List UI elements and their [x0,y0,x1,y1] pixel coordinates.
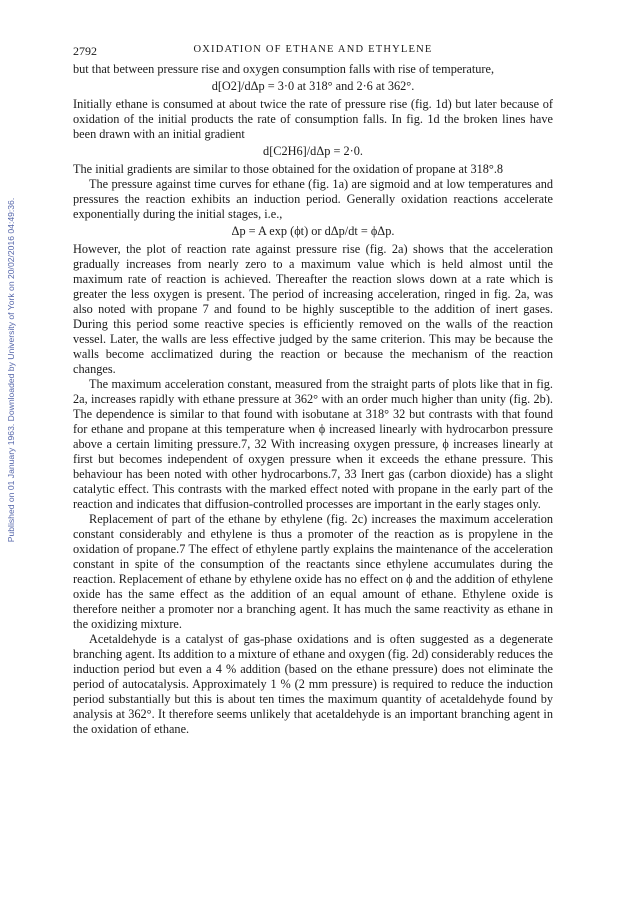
equation-ethane-gradient: d[C2H6]/dΔp = 2·0. [263,144,363,158]
paragraph-8: Acetaldehyde is a catalyst of gas-phase oxidations and is often suggested as a degenerate branching agent. Its addition to a mixture of ethane and oxygen (fig. 2d) considerably reduces the induction period but even a 4 % addition (based on the ethane pressure) does not eliminate the period of autocatalysis. Approximately 1 % (2 mm pressure) is required to reduce the induction period substantially but this is about ten times the maximum quantity of acetaldehyde found by analysis at 362°. It therefore seems unlikely that acetaldehyde is an important branching agent in the oxidation of ethane. [73,632,553,736]
page-number: 2792 [73,44,97,58]
paragraph-6: The maximum acceleration constant, measured from the straight parts of plots like that in fig. 2a, increases rapidly with ethane pressure at 362° with an order much higher than unity (fig. 2b). The dependence is similar to that found with isobutane at 318° 32 but contrasts with that found for ethane and propane at this temperature when ϕ increased linearly with hydrocarbon pressure above a certain limiting pressure.7, 32 With increasing oxygen pressure, ϕ increases linearly at first but becomes independent of oxygen pressure when it exceeds the ethane pressure. This behaviour has been noted with other hydrocarbons.7, 33 Inert gas (carbon dioxide) has a slight catalytic effect. This contrasts with the marked effect noted with propane in the early part of the reaction and indicates that diffusion-controlled processes are important in the early stages only. [73,377,553,511]
paragraph-4: The pressure against time curves for ethane (fig. 1a) are sigmoid and at low temperatures and pressures the reaction exhibits an induction period. Generally oxidation reactions accelerate exponentially during the initial stages, i.e., [73,177,553,221]
equation-oxygen-ratio: d[O2]/dΔp = 3·0 at 318° and 2·6 at 362°. [211,79,415,93]
download-watermark-text: Published on 01 January 1963. Downloaded by University of York on 20/02/2016 04:49:36. [6,197,16,543]
paragraph-2: Initially ethane is consumed at about twice the rate of pressure rise (fig. 1d) but later because of oxidation of the initial products the rate of consumption falls. In fig. 1d the broken lines have been drawn with an initial gradient [73,97,553,141]
paragraph-1: but that between pressure rise and oxygen consumption falls with rise of temperature, [73,62,495,76]
equation-exponential: Δp = A exp (ϕt) or dΔp/dt = ϕΔp. [231,224,395,238]
page-header [73,44,553,60]
paragraph-7: Replacement of part of the ethane by ethylene (fig. 2c) increases the maximum acceleration constant considerably and ethylene is thus a promoter of the reaction as is propylene in the oxidation of propane.7 The effect of ethylene partly explains the maintenance of the acceleration constant in spite of the consumption of the reactants since ethylene accumulates during the reaction. Replacement of ethane by ethylene oxide has no effect on ϕ and the addition of ethylene oxide has the same effect as the addition of an equal amount of ethane. Ethylene oxide is therefore neither a promoter nor a branching agent. It has much the same reactivity as ethane in the oxidizing mixture. [73,512,553,631]
paragraph-5: However, the plot of reaction rate against pressure rise (fig. 2a) shows that the acceleration gradually increases from nearly zero to a maximum value which is held almost until the maximum rate of reaction is achieved. Thereafter the reaction slows down at a rate which is greater the less oxygen is present. The period of increasing acceleration, ringed in fig. 2a, was also noted with propane 7 and found to be highly susceptible to the addition of inert gases. During this period some reactive species is efficiently removed on the walls of the reaction vessel. Later, the walls are less effective judged by the same criterion. This may be because the walls become acclimatized during the reaction or because the mechanism of the reaction changes. [73,242,553,376]
download-watermark [4,150,18,590]
paragraph-3: The initial gradients are similar to those obtained for the oxidation of propane at 318°.8 [73,162,504,176]
article-body [73,62,553,737]
running-title: OXIDATION OF ETHANE AND ETHYLENE [193,44,433,55]
